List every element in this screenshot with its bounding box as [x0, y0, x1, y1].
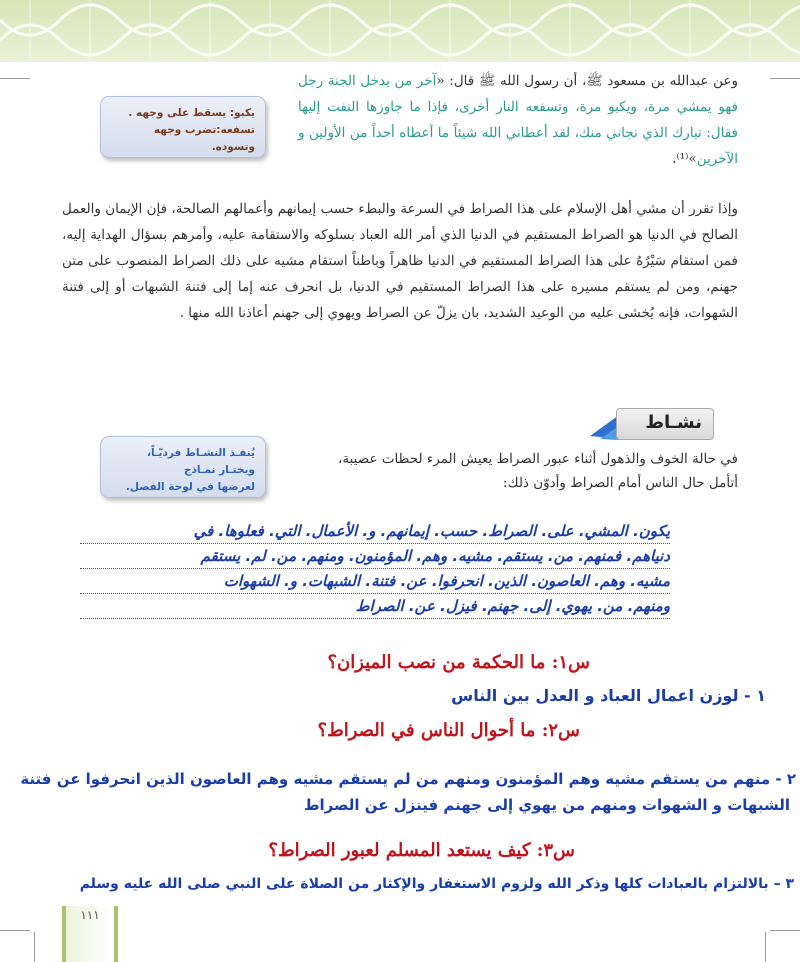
- activity-prompt-text: في حالة الخوف والذهول أثناء عبور الصراط يعيش المرء لحظات عصيبة، أتأمل حال الناس أمام الصراط وأدوّن ذلك:: [338, 451, 738, 491]
- vocabulary-note: [100, 96, 266, 158]
- note-line: يكبو: يسقط على وجهه .: [128, 107, 255, 119]
- page-number-box: [62, 906, 118, 962]
- answer-line: يكون. المشي. على. الصراط. حسب. إيمانهم. و. الأعمال. التي. فعلوها. في: [80, 519, 670, 544]
- hadith-paragraph: [298, 68, 738, 172]
- crop-mark: [770, 78, 800, 79]
- crop-mark: [0, 930, 30, 931]
- answer-3: ٣ – بالالتزام بالعبادات كلها وذكر الله ولزوم الاستغفار والإكثار من الصلاة على النبي صلى الله عليه وسلم: [79, 876, 794, 892]
- body-paragraph: [62, 196, 738, 326]
- header-pattern-band: [0, 0, 800, 62]
- activity-answer-lines: [80, 519, 670, 619]
- question-3: س٣: كيف يستعد المسلم لعبور الصراط؟: [268, 840, 575, 861]
- hadith-text: آخر من يدخل الجنة رجل فهو يمشي مرة، ويكبو مرة، وتسفعه النار أخرى، فإذا ما جاوزها التفت إليها فقال: تبارك الذي نجاني منك، لقد أعطاني الله شيئاً ما أعطاه أحداً من الأولين و الآخرين: [298, 73, 738, 167]
- question-2: س٢: ما أحوال الناس في الصراط؟: [317, 720, 580, 741]
- question-1: س١: ما الحكمة من نصب الميزان؟: [327, 652, 590, 673]
- page-number: ١١١: [80, 908, 100, 922]
- answer-line: مشيه. وهم. العاصون. الذين. انحرفوا. عن. فتنة. الشبهات. و. الشهوات: [80, 569, 670, 594]
- activity-prompt: [338, 447, 738, 495]
- crop-mark: [770, 930, 800, 931]
- answer-2-line-1: ٢ - منهم من يستقم مشيه وهم المؤمنون ومنهم من لم يستقم مشيه وهم العاصون الذين انحرفوا عن فتنة: [20, 770, 796, 788]
- crop-mark: [34, 932, 35, 962]
- hadith-intro: وعن عبدالله بن مسعود ﷺ، أن رسول الله ﷺ قال: «: [436, 73, 738, 89]
- crop-mark: [0, 78, 30, 79]
- body-text: وإذا تقرر أن مشي أهل الإسلام على هذا الصراط في السرعة والبطء حسب إيمانهم وأعمالهم الصالحة، فإن الإيمان والعمل الصالح في الدنيا هو الصراط المستقيم في الدنيا الذي أمر الله العباد بسلوكه والاستقامة عليه، وأمرهم بسؤال الهداية إليه، فمن استقام سَيْرُهُ على هذا الصراط المستقيم في الدنيا ظاهراً وباطناً استقام مشيه على ذلك الصراط المنصوب على متن جهنم، ومن لم يستقم مسيره على هذا الصراط المستقيم في الدنيا، بل انحرف عنه إما إلى فتنة الشبهات أو إلى فتنة الشهوات، فإنه يُخشى عليه من الوعيد الشديد، بان يزلّ عن الصراط ويهوي إلى جهنم أعاذنا الله منها .: [62, 201, 738, 321]
- answer-line: ومنهم. من. يهوي. إلى. جهنم. فيزل. عن. الصراط: [80, 594, 670, 619]
- hadith-closing: »⁽¹⁾.: [672, 151, 697, 167]
- note-line: يُنفـذ النشـاط فرديّـاً، ويختـار نمـاذج: [147, 447, 255, 476]
- answer-1: ١ - لوزن اعمال العباد و العدل بين الناس: [451, 686, 766, 705]
- activity-note: [100, 436, 266, 498]
- answer-2-line-2: الشبهات و الشهوات ومنهم من يهوي إلى جهنم فينزل عن الصراط: [303, 796, 790, 814]
- note-line: لعرضها في لوحة الفصل.: [125, 481, 255, 493]
- activity-heading: [586, 406, 714, 442]
- activity-label: نشـاط: [645, 412, 702, 433]
- crop-mark: [765, 932, 766, 962]
- geometric-pattern-icon: [0, 0, 800, 62]
- note-line: تسفعه:تضرب وجهه وتسوده.: [153, 124, 255, 153]
- answer-line: دنياهم. فمنهم. من. يستقم. مشيه. وهم. المؤمنون. ومنهم. من. لم. يستقم: [80, 544, 670, 569]
